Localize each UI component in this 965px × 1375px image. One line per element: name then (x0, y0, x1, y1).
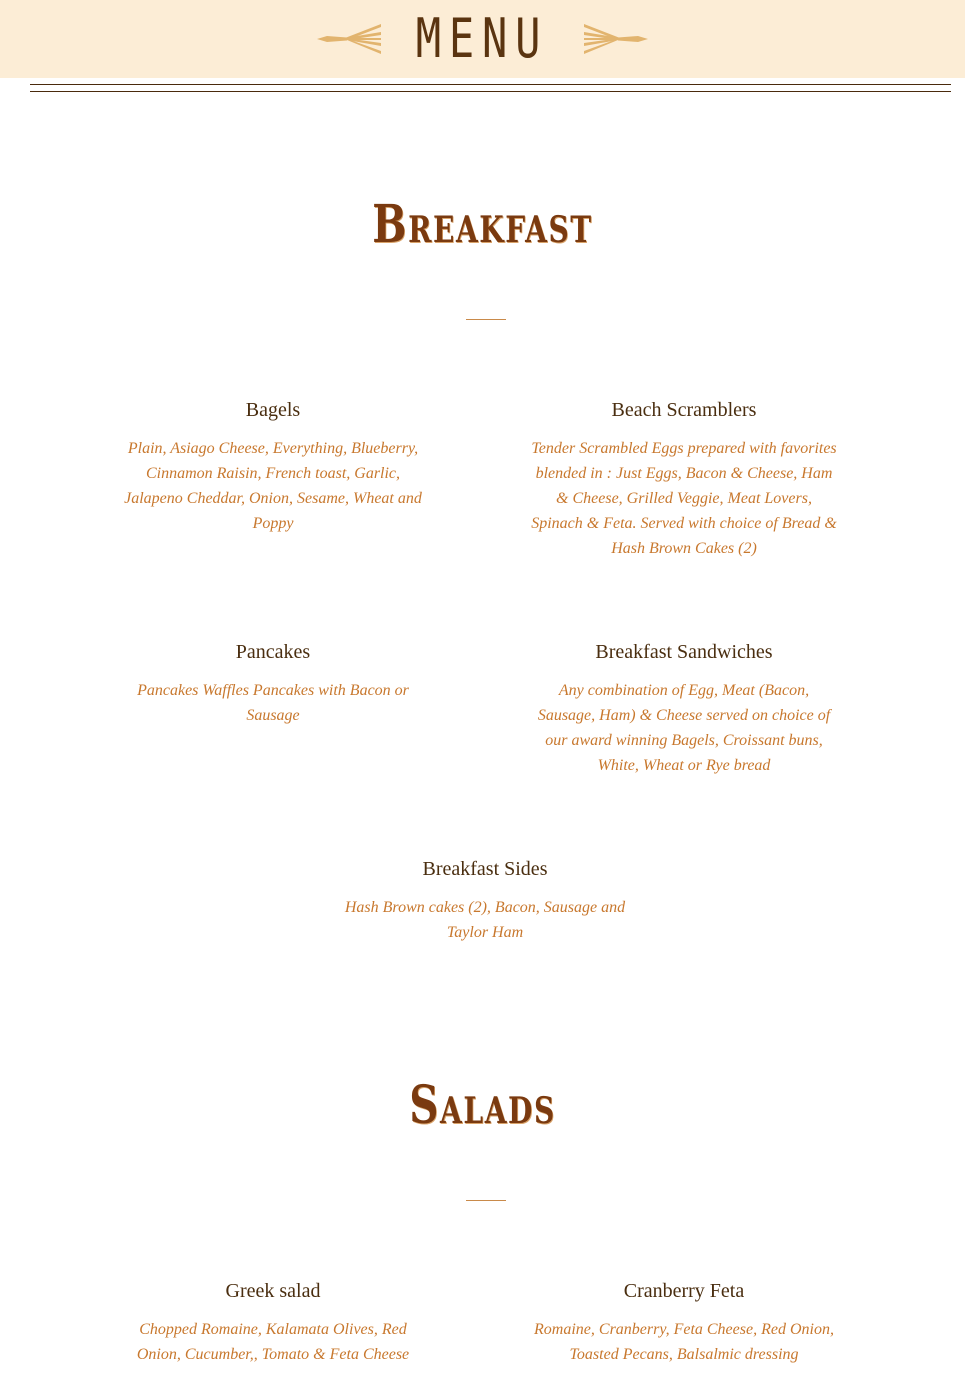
section-title-salads: Salads (409, 1075, 556, 1136)
menu-item-breakfast-sandwiches (529, 640, 839, 778)
menu-item-breakfast-sides (330, 857, 640, 945)
menu-item-greek-salad (118, 1279, 428, 1367)
item-description: Pancakes Waffles Pancakes with Bacon or Sausage (137, 682, 409, 724)
wheat-sheaf-right-icon (582, 22, 648, 56)
item-name: Greek salad (225, 1280, 321, 1302)
section-divider (466, 1200, 506, 1201)
item-name: Cranberry Feta (623, 1280, 745, 1302)
header-rule-top (30, 84, 951, 85)
item-name: Breakfast Sides (422, 858, 548, 880)
menu-item-cranberry-feta (529, 1279, 839, 1367)
item-description: Romaine, Cranberry, Feta Cheese, Red Onion, Toasted Pecans, Balsalmic dressing (534, 1321, 834, 1363)
menu-title: MENU (416, 7, 549, 70)
item-name: Beach Scramblers (611, 399, 757, 421)
section-title-breakfast: Breakfast (372, 194, 593, 255)
section-divider (466, 319, 506, 320)
item-description: Tender Scrambled Eggs prepared with favorites blended in : Just Eggs, Bacon & Cheese, Ham & Cheese, Grilled Veggie, Meat Lovers, Spinach & Feta. Served with choice of Bread & Hash Brown Cakes (2) (531, 440, 837, 557)
page-header (0, 0, 965, 78)
menu-item-pancakes (118, 640, 428, 728)
item-name: Breakfast Sandwiches (595, 641, 773, 663)
wheat-sheaf-left-icon (317, 22, 383, 56)
item-description: Any combination of Egg, Meat (Bacon, Sausage, Ham) & Cheese served on choice of our award winning Bagels, Croissant buns, White, Wheat or Rye bread (537, 682, 831, 774)
menu-item-bagels (118, 398, 428, 536)
header-title-group (0, 0, 965, 78)
item-name: Bagels (245, 399, 301, 421)
menu-item-beach-scramblers (529, 398, 839, 561)
header-rule-bottom (30, 91, 951, 92)
item-name: Pancakes (235, 641, 311, 663)
item-description: Chopped Romaine, Kalamata Olives, Red Onion, Cucumber,, Tomato & Feta Cheese (136, 1321, 410, 1363)
item-description: Plain, Asiago Cheese, Everything, Blueberry, Cinnamon Raisin, French toast, Garlic, Jalapeno Cheddar, Onion, Sesame, Wheat and Poppy (124, 440, 422, 532)
item-description: Hash Brown cakes (2), Bacon, Sausage and Taylor Ham (344, 899, 626, 941)
